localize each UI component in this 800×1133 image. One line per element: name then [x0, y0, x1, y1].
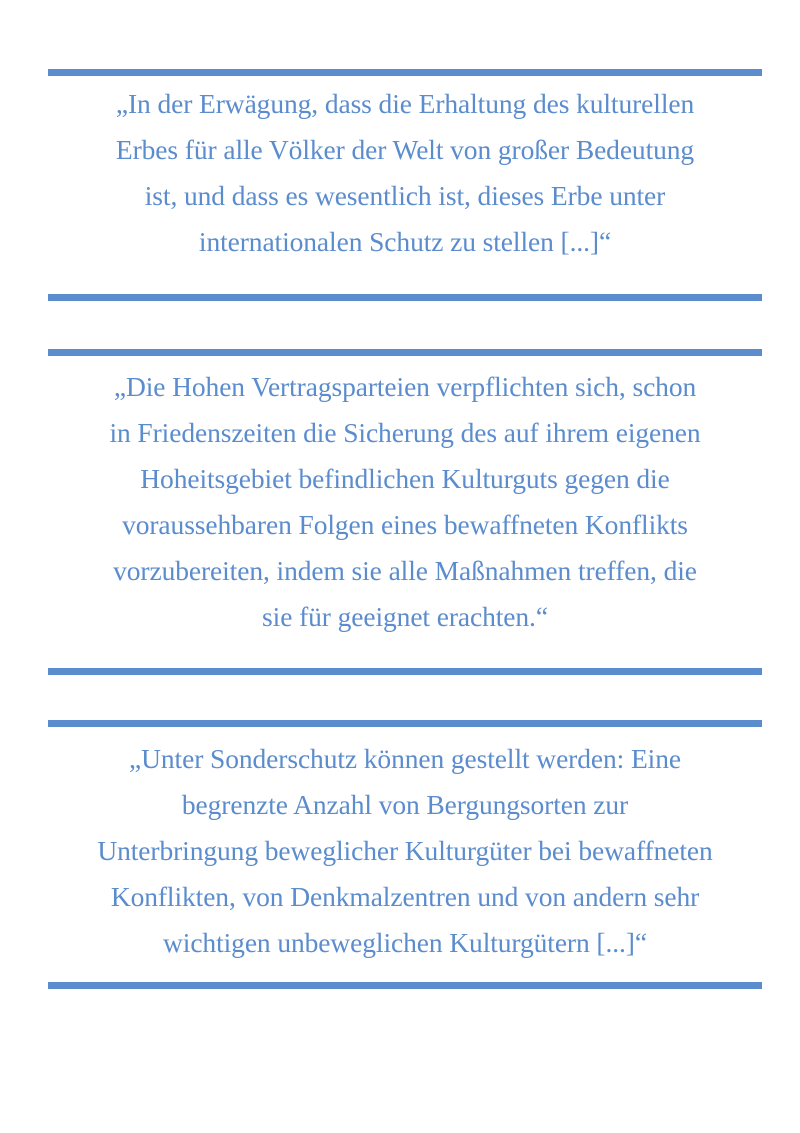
quote-block-3 [48, 736, 762, 966]
divider-rule-top-3 [48, 720, 762, 727]
quote-line: sie für geeignet erachten.“ [262, 601, 548, 632]
divider-rule-bottom-2 [48, 668, 762, 675]
quote-line: Unterbringung beweglicher Kulturgüter bei bewaffneten [97, 835, 713, 866]
quote-line: ist, und dass es wesentlich ist, dieses Erbe unter [144, 180, 666, 211]
quote-line: „In der Erwägung, dass die Erhaltung des kulturellen [115, 88, 695, 119]
quote-line: „Die Hohen Vertragsparteien verpflichten sich, schon [113, 371, 697, 402]
quote-line: voraussehbaren Folgen eines bewaffneten Konflikts [122, 509, 688, 540]
quote-line: wichtigen unbeweglichen Kulturgütern [...]“ [163, 927, 647, 958]
quote-line: „Unter Sonderschutz können gestellt werden: Eine [129, 743, 681, 774]
quote-line: internationalen Schutz zu stellen [...]“ [198, 226, 612, 257]
divider-rule-bottom-3 [48, 982, 762, 989]
quote-line: begrenzte Anzahl von Bergungsorten zur [181, 789, 629, 820]
quote-line: Erbes für alle Völker der Welt von großer Bedeutung [115, 134, 695, 165]
quote-block-2 [48, 364, 762, 640]
divider-rule-bottom-1 [48, 294, 762, 301]
quote-line: in Friedenszeiten die Sicherung des auf ihrem eigenen [109, 417, 701, 448]
divider-rule-top-1 [48, 69, 762, 76]
quote-block-1 [48, 81, 762, 265]
quote-line: vorzubereiten, indem sie alle Maßnahmen treffen, die [113, 555, 697, 586]
quote-line: Hoheitsgebiet befindlichen Kulturguts gegen die [140, 463, 670, 494]
divider-rule-top-2 [48, 349, 762, 356]
quote-line: Konflikten, von Denkmalzentren und von andern sehr [110, 881, 700, 912]
